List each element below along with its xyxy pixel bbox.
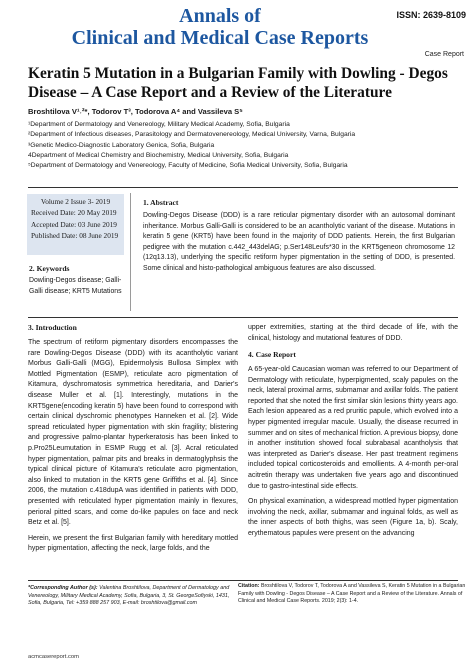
corresponding-author-note: [28, 585, 238, 608]
case-report-column: [248, 365, 458, 540]
affiliation-item: ³Genetic Medico-Diagnostic Laboratory Genica, Sofia, Bulgaria: [28, 141, 215, 149]
article-title: Keratin 5 Mutation in a Bulgarian Family with Dowling - Degos Disease – A Case Report and a Review of the Literature: [28, 65, 448, 101]
introduction-paragraph: The spectrum of retiform pigmentary disorders encompasses the rare Dowling-Degos Disease (DDD) with its acantholytic variant Morbus Galli-Galli (MGG), Epidermolysis Bullosa Simplex with Mottled Pigmentation (ESMP), reticulate acro pigmentation of Kitamura, dyschromatosis symmetrica hereditaria, and Darier's disease Muller et al. [1]. Interestingly, mutations in the KRT5gene(encoding keratin 5) have been found to correspond with certain clinical dyschromic phenotypes Hanneken et al. [2]. Wide spread reticulated hyper pigmentation with skin fragility; blistering and progressive palmo-plantar hyperkeratosis has been linked to p.Pro25Leumutation in ESMP Rugg et al. [3]. Acral reticulated hyper pigmentation, palmar pits and breaks in dermatoglyphsis the typical clinical picture of Kitamura's reticulate acro pigmentation, also linked to mutation in the KRT5 gene Griffiths et al. [4]. Since 2006, the mutation c.418dupA was identified in patients with DDD, presented with reticulated hyper pigmentation mainly in flexures, perioral pitted scars, and come do-like papules on face and neck Betz et al. [5].: [28, 339, 238, 527]
introduction-column: [28, 338, 238, 555]
abstract-bottom-divider: [28, 317, 458, 318]
affiliation-list: [28, 120, 355, 171]
corresponding-author-label: *Corresponding Author (s):: [28, 585, 98, 591]
article-dates-box: [27, 194, 124, 255]
keywords-text: Dowling-Degos disease; Galli-Galli disease; KRT5 Mutations: [29, 277, 122, 295]
intro-continuation: [248, 323, 458, 344]
volume-issue: Volume 2 Issue 3- 2019: [40, 197, 111, 206]
corresponding-author-text: Valentina Broshtilova, Department of Dermatology and Venereology, Military Medical Academy, Sofia, Bulgaria, 3, St. GeorgeSofiyski, 1431, Sofia, Bulgaria, Tel: +359 888 257 903, E-mail: broshtilova@gmail.com: [28, 585, 230, 607]
accepted-date: Accepted Date: 03 June 2019: [31, 219, 117, 229]
affiliation-item: 4Department of Medical Chemistry and Biochemistry, Medical University, Sofia, Bulgaria: [28, 151, 289, 159]
journal-title-line2: Clinical and Medical Case Reports: [71, 27, 369, 49]
introduction-paragraph: Herein, we present the first Bulgarian family with hereditary mottled hyper pigmentation, affecting the neck, large folds, and the: [28, 534, 238, 553]
case-report-heading: 4. Case Report: [248, 350, 296, 359]
article-type-label: Case Report: [424, 51, 464, 58]
case-report-paragraph: On physical examination, a widespread mottled hyper pigmentation involving the neck, axillar, submamar and inguinal folds, as well as the inner aspects of both thighs, was seen (Figure 1a, b). Scaly, erythematous papules were present on the advancing: [248, 498, 458, 537]
citation-note: [238, 583, 466, 606]
affiliation-item: ²Department of Infectious diseases, Parasitology and Dermatovenereology, Medical University, Varna, Bulgaria: [28, 131, 356, 139]
published-date: Published Date: 08 June 2019: [31, 230, 119, 240]
issn-label: ISSN: 2639-8109: [396, 10, 466, 20]
header-divider: [28, 187, 458, 188]
introduction-heading: 3. Introduction: [28, 323, 77, 332]
affiliation-item: ⁵Department of Dermatology and Venereology, Faculty of Medicine, Sofia Medical University, Sofia, Bulgaria: [28, 162, 348, 170]
author-list: Broshtilova V¹˒²*, Todorov T³, Todorova A⁴ and Vassileva S⁵: [28, 107, 243, 116]
received-date: Received Date: 20 May 2019: [31, 208, 117, 218]
abstract-heading: 1. Abstract: [143, 198, 179, 207]
continuation-paragraph: upper extremities, starting at the third decade of life, with the clinical, histology and mutational features of DDD.: [248, 324, 458, 342]
website-link[interactable]: acmcasereport.com: [28, 654, 79, 660]
journal-title: [40, 5, 400, 49]
abstract-text: Dowling-Degos Disease (DDD) is a rare reticular pigmentary disorder with an autosomal dominant inheritance. Morbus Galli-Galli is considered to be an acantholytic variant of the disease. Mutations in keratin 5 gene (KRT5) have been found in the majority of DDD patients. Herein, the first Bulgarian pedigree with the mutation c.442_443delAG; p.Ser148Leufs*30 in the KRT5geneon chromosome 12 (12q13.13), underlying the specific retiform hyper pigmentation in the setting of DDD, is presented. Some clinical and histo-pathological ambiguous features are also discussed.: [143, 212, 455, 272]
footer-divider: [28, 580, 458, 581]
citation-text: Broshtilova V, Todorov T, Todorova A and Vassileva S, Keratin 5 Mutation in a Bulgarian Family with Dowling - Degos Disease – A Case Report and a Review of the Literature. Annals of Clinical and Medical Case Reports. 2019; 2(3): 1-4.: [238, 583, 466, 605]
citation-label: Citation:: [238, 583, 260, 589]
affiliation-item: ¹Department of Dermatology and Venereology, Military Medical Academy, Sofia, Bulgaria: [28, 121, 290, 128]
keywords-heading: 2. Keywords: [29, 264, 70, 273]
journal-title-line1: Annals of: [179, 5, 261, 27]
abstract-divider: [130, 193, 131, 311]
case-report-paragraph: A 65-year-old Caucasian woman was referred to our Department of Dermatology with reticulate, hyperpigmented, scaly papules on the neck, lateral proximal arms, submamar and axillar folds. The patient reported that she noted the first similar skin lesions thirty years ago. Each lesion appeared as a red pruritic papule, which evolved into a hyper pigmented irregular macule. Usually, the disease recurred in summer and on sites of mechanical friction. A previous biopsy, done in another institution showed focal subrabasal acantholysis that was interpreted as Darier's disease. Her past treatment regimens included topical corticosteroids and emollients. A 4-month per-oral acitretin therapy was undertaken five years ago and discontinued due to gastro-intestinal side effects.: [248, 366, 458, 490]
